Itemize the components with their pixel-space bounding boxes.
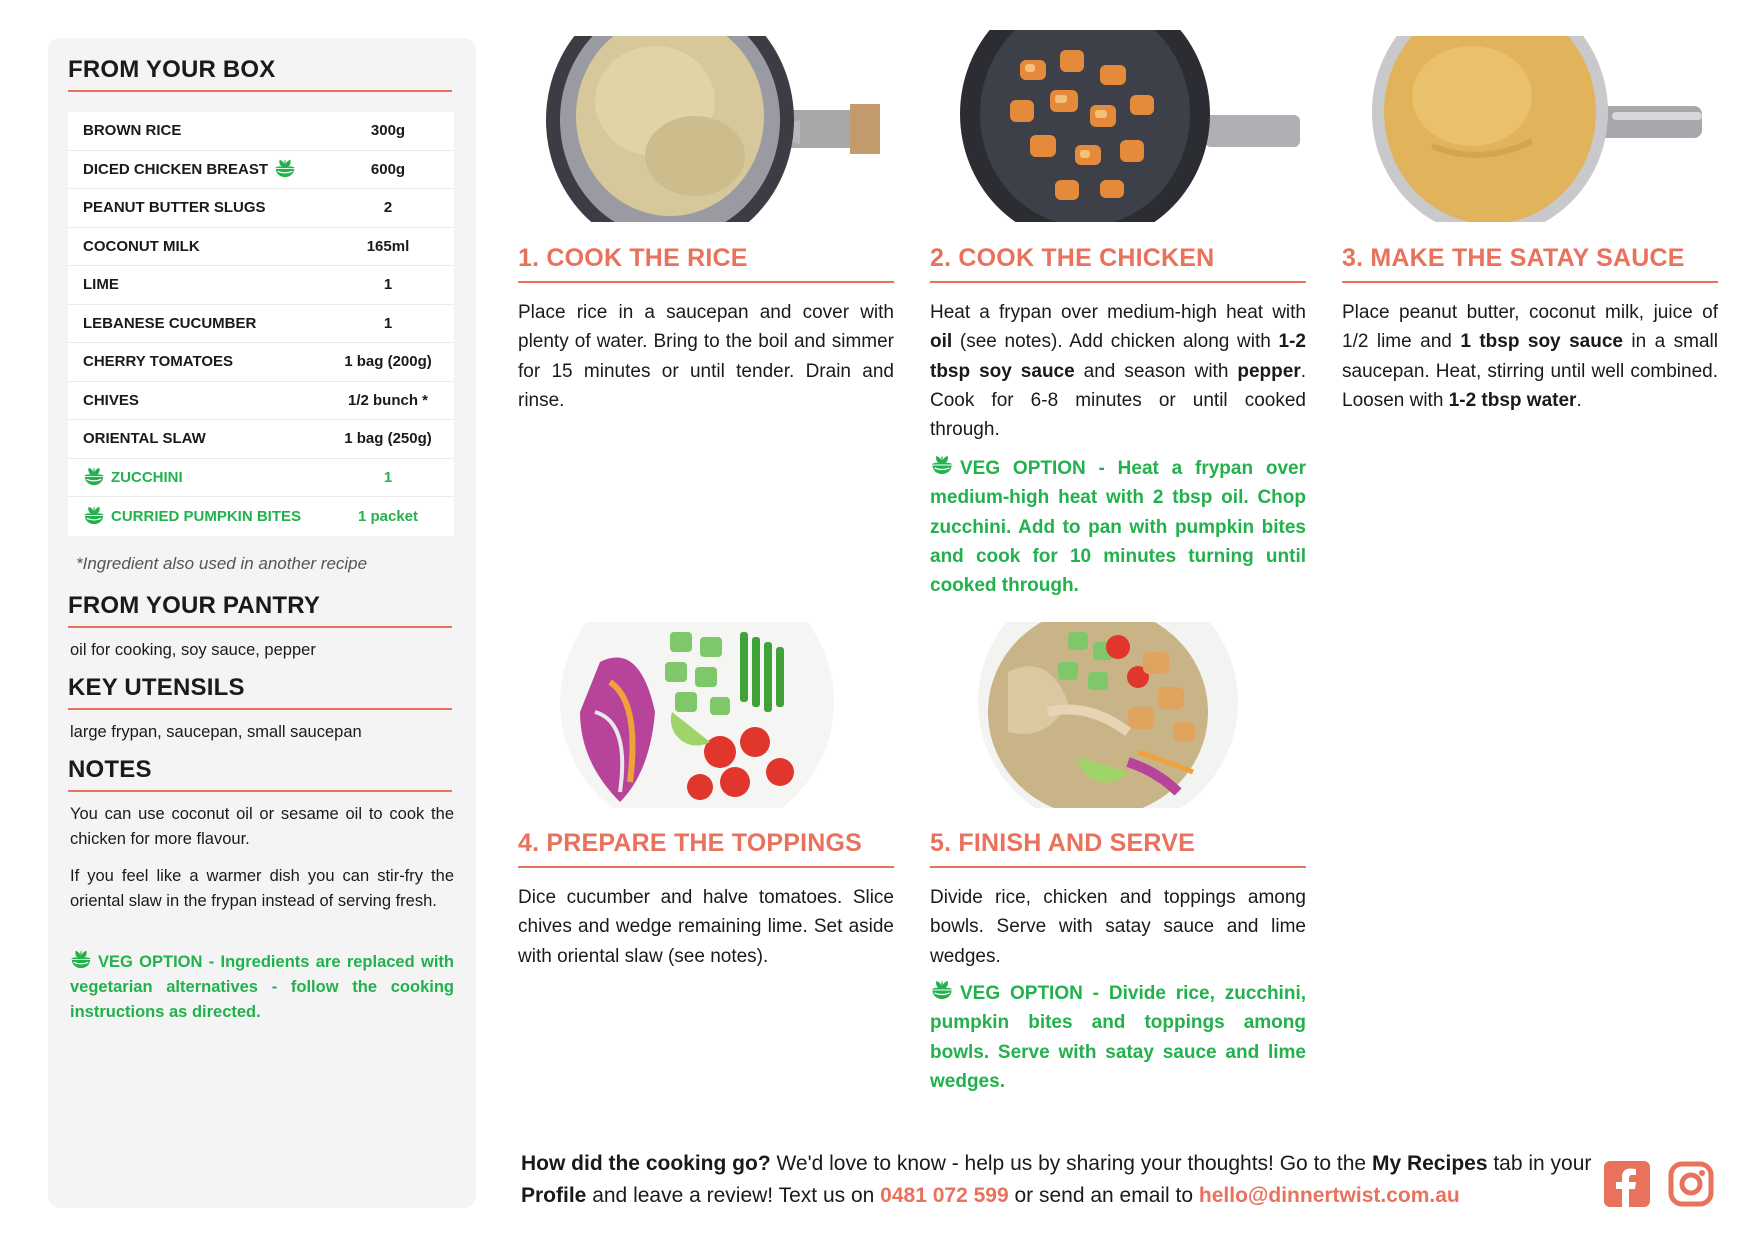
- ingredient-name: LEBANESE CUCUMBER: [83, 314, 257, 332]
- rice-in-sieve-photo: [545, 36, 880, 222]
- ingredient-row: [68, 112, 454, 151]
- ingredient-row: [68, 266, 454, 305]
- ingredients-table: [68, 112, 454, 536]
- ingredient-name: DICED CHICKEN BREAST: [83, 160, 269, 178]
- ingredient-row: [68, 343, 454, 382]
- leaf-bowl-icon: [930, 455, 954, 476]
- step-5-title: 5. FINISH AND SERVE: [930, 829, 1306, 868]
- instagram-icon[interactable]: [1668, 1161, 1714, 1207]
- footer-text: We'd love to know - help us by sharing your thoughts! Go to the: [770, 1152, 1372, 1175]
- ingredient-name: COCONUT MILK: [83, 237, 200, 255]
- ingredient-name: CURRIED PUMPKIN BITES: [111, 507, 302, 525]
- finished-bowl-photo: [978, 622, 1238, 808]
- ingredient-name: CHERRY TOMATOES: [83, 353, 234, 371]
- step-2-text: [930, 298, 1306, 444]
- step-2-veg-text: VEG OPTION - Heat a frypan over medium-high heat with 2 tbsp oil. Chop zucchini. Add to pan with pumpkin bites and cook for 10 minutes turning until cooked through.: [930, 458, 1306, 597]
- ingredient-row: [68, 151, 454, 190]
- ingredient-qty: 165ml: [366, 237, 410, 255]
- utensils-text: large frypan, saucepan, small saucepan: [70, 723, 362, 741]
- step-2-text-part: and season with: [1074, 360, 1238, 382]
- ingredient-name: CHIVES: [83, 391, 139, 409]
- note-text: You can use coconut oil or sesame oil to cook the chicken for more flavour.: [70, 805, 454, 848]
- step-2-title: 2. COOK THE CHICKEN: [930, 244, 1306, 283]
- ingredient-qty: 1 packet: [357, 507, 419, 525]
- step-3-title: 3. MAKE THE SATAY SAUCE: [1342, 244, 1718, 283]
- ingredient-qty: 1 bag (200g): [344, 353, 432, 371]
- leaf-bowl-icon: [83, 467, 105, 487]
- from-your-pantry-heading: FROM YOUR PANTRY: [68, 592, 452, 628]
- footer-text: and leave a review! Text us on: [586, 1184, 881, 1207]
- ingredient-row: [68, 228, 454, 267]
- ingredient-row-veg: [68, 497, 454, 536]
- key-utensils-heading: KEY UTENSILS: [68, 674, 452, 710]
- step-2-soy-sauce: 1-2 tbsp soy sauce: [930, 331, 1306, 382]
- ingredient-name: ORIENTAL SLAW: [83, 430, 206, 448]
- ingredient-row: [68, 382, 454, 421]
- step-3-soy-sauce: 1 tbsp soy sauce: [1460, 331, 1623, 353]
- note-veg-option: [70, 950, 454, 1025]
- satay-sauce-photo: [1372, 36, 1702, 222]
- ingredient-qty: 300g: [370, 122, 406, 140]
- review-footer: [521, 1148, 1601, 1212]
- ingredient-qty: 2: [383, 199, 393, 217]
- email-link[interactable]: hello@dinnertwist.com.au: [1198, 1184, 1460, 1207]
- step-2-veg-option: [930, 454, 1306, 600]
- ingredient-name: LIME: [83, 276, 119, 294]
- footer-my-recipes: My Recipes: [1371, 1152, 1488, 1175]
- pantry-text: oil for cooking, soy sauce, pepper: [70, 641, 316, 659]
- step-5-veg-option: [930, 979, 1306, 1096]
- step-3-text-part: in a small saucepan. Heat, stirring until well combined. Loosen with: [1342, 331, 1718, 411]
- leaf-bowl-icon: [70, 950, 92, 970]
- note-veg-text: VEG OPTION - Ingredients are replaced with vegetarian alternatives - follow the cooking instructions as directed.: [70, 953, 454, 1021]
- step-3-text: [1342, 298, 1718, 415]
- step-3-water: 1-2 tbsp water: [1448, 389, 1577, 411]
- ingredient-row: [68, 305, 454, 344]
- toppings-plate-photo: [560, 622, 835, 808]
- step-2-text-part: (see notes). Add chicken along with: [952, 331, 1279, 353]
- step-5-veg-text: VEG OPTION - Divide rice, zucchini, pumpkin bites and toppings among bowls. Serve with satay sauce and lime wedges.: [930, 983, 1306, 1092]
- leaf-bowl-icon: [274, 159, 296, 179]
- note-text: If you feel like a warmer dish you can stir-fry the oriental slaw in the frypan instead of serving fresh.: [70, 867, 454, 910]
- footer-text: or send an email to: [1008, 1184, 1199, 1207]
- ingredient-row-veg: [68, 459, 454, 498]
- ingredient-footnote: *Ingredient also used in another recipe: [76, 554, 368, 573]
- ingredient-name: ZUCCHINI: [111, 468, 183, 486]
- ingredient-qty: 1/2 bunch *: [347, 391, 429, 409]
- step-1-text: Place rice in a saucepan and cover with plenty of water. Bring to the boil and simmer for 15 minutes or until tender. Drain and rinse.: [518, 302, 894, 411]
- leaf-bowl-icon: [83, 506, 105, 526]
- step-5-text: Divide rice, chicken and toppings among bowls. Serve with satay sauce and lime wedges.: [930, 887, 1306, 967]
- notes-heading: NOTES: [68, 756, 452, 792]
- step-2-text-part: . Cook for 6-8 minutes or until cooked through.: [930, 360, 1307, 441]
- step-2-pepper: pepper: [1237, 360, 1301, 382]
- step-1-title: 1. COOK THE RICE: [518, 244, 894, 283]
- footer-text: tab in your: [1487, 1152, 1592, 1175]
- ingredient-name: PEANUT BUTTER SLUGS: [83, 199, 266, 217]
- facebook-icon[interactable]: [1604, 1161, 1650, 1207]
- ingredient-qty: 600g: [370, 160, 406, 178]
- chicken-in-frypan-photo: [960, 30, 1300, 222]
- ingredient-name: BROWN RICE: [83, 122, 182, 140]
- ingredient-row: [68, 420, 454, 459]
- leaf-bowl-icon: [930, 980, 954, 1001]
- step-3-text-part: .: [1576, 389, 1582, 411]
- ingredient-row: [68, 189, 454, 228]
- phone-link[interactable]: 0481 072 599: [880, 1184, 1009, 1207]
- step-2-text-part: Heat a frypan over medium-high heat with: [930, 302, 1306, 323]
- ingredient-qty: 1 bag (250g): [344, 430, 432, 448]
- from-your-box-heading: FROM YOUR BOX: [68, 56, 452, 92]
- footer-question: How did the cooking go?: [521, 1152, 771, 1175]
- step-2-oil: oil: [930, 331, 953, 353]
- step-4-text: Dice cucumber and halve tomatoes. Slice chives and wedge remaining lime. Set aside with oriental slaw (see notes).: [518, 887, 894, 967]
- step-3-text-part: Place peanut butter, coconut milk, juice of 1/2 lime and: [1342, 302, 1718, 353]
- ingredient-qty: 1: [383, 276, 393, 294]
- step-4-title: 4. PREPARE THE TOPPINGS: [518, 829, 894, 868]
- footer-profile: Profile: [521, 1184, 587, 1207]
- ingredient-qty: 1: [383, 314, 393, 332]
- ingredients-sidebar: [48, 38, 476, 1208]
- ingredient-qty: 1: [383, 468, 393, 486]
